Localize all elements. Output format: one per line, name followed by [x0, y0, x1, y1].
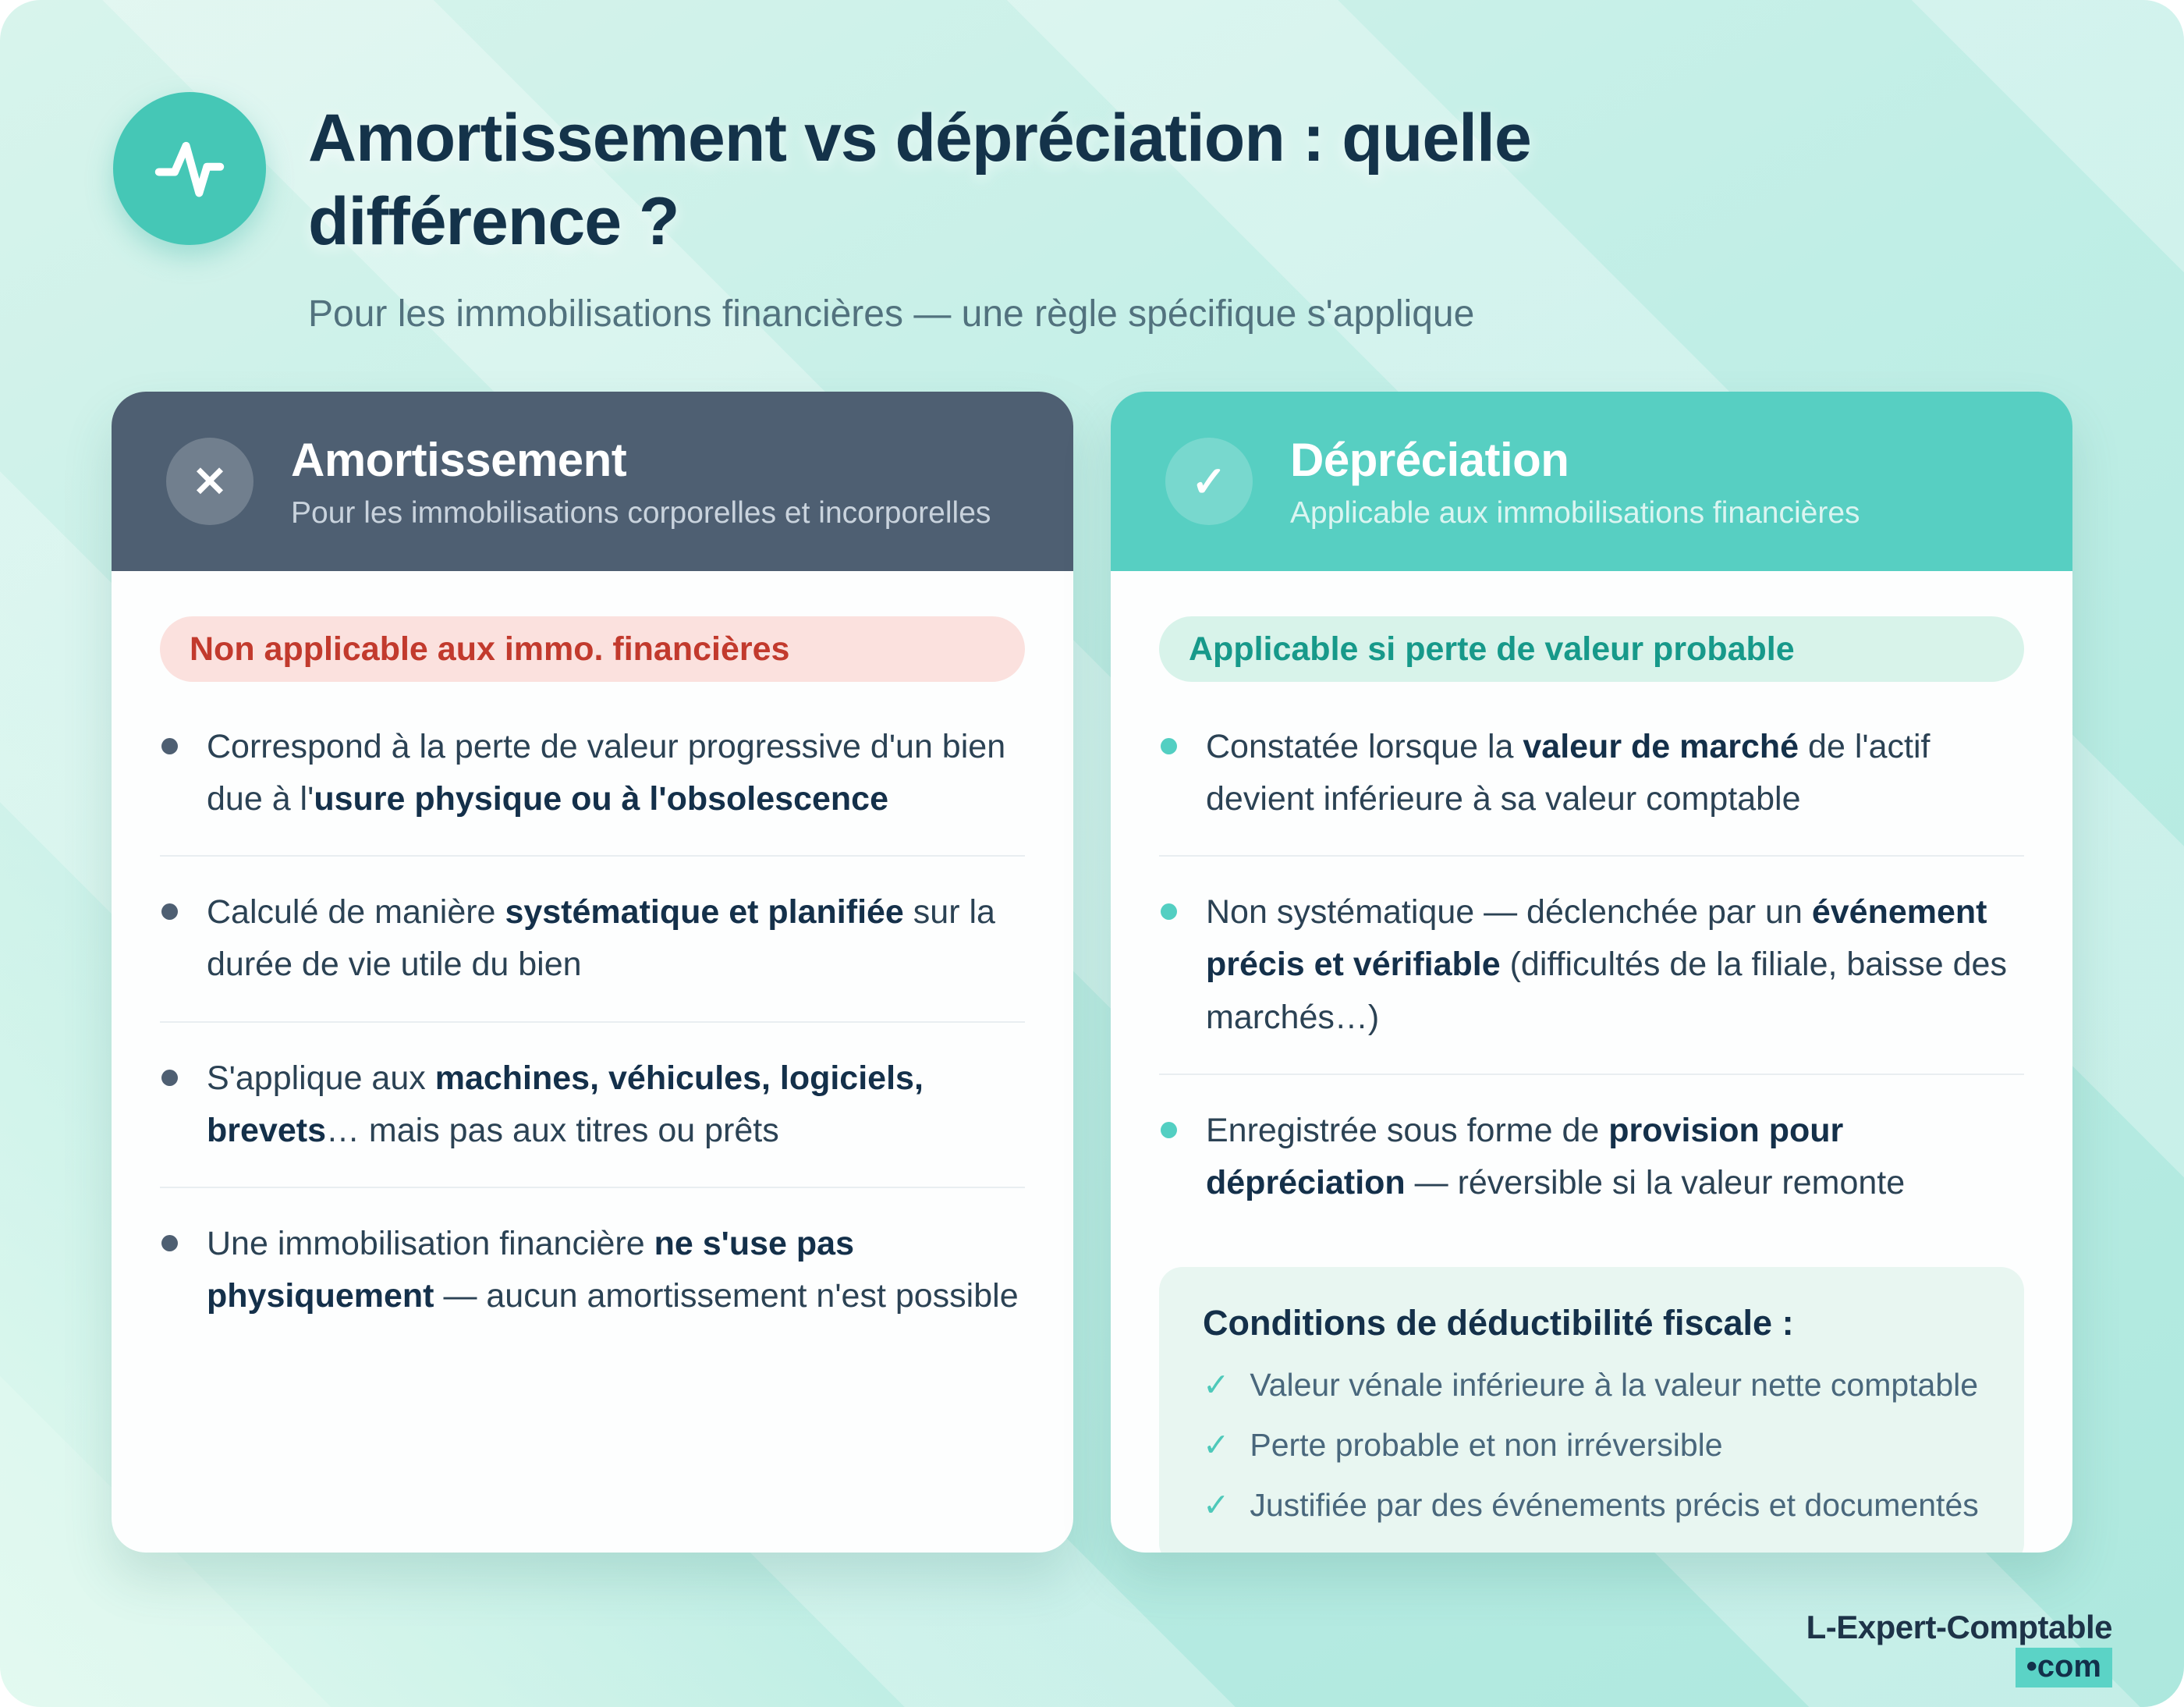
list-item: Correspond à la perte de valeur progressive d'un bien due à l'usure physique ou à l'obsolescence — [160, 716, 1025, 855]
card-title: Amortissement — [291, 433, 627, 486]
condition-text: Valeur vénale inférieure à la valeur nette comptable — [1250, 1366, 1979, 1403]
condition-item — [1203, 1484, 1980, 1527]
depreciation-card-body — [1111, 571, 2072, 1553]
amortissement-header-text — [291, 433, 991, 531]
conditions-title: Conditions de déductibilité fiscale : — [1203, 1302, 1794, 1343]
conditions-box — [1159, 1267, 2024, 1553]
status-badge: Applicable si perte de valeur probable — [1159, 616, 2024, 682]
card-title: Dépréciation — [1290, 433, 1569, 486]
page-title: Amortissement vs dépréciation : quelle différence ? — [308, 101, 1531, 259]
condition-text: Perte probable et non irréversible — [1250, 1427, 1723, 1464]
page-subtitle: Pour les immobilisations financières — une règle spécifique s'applique — [308, 293, 1475, 335]
title-block — [308, 92, 1704, 335]
card-subtitle: Pour les immobilisations corporelles et incorporelles — [291, 495, 991, 530]
brand-logo-domain: •com — [1806, 1648, 2112, 1687]
status-badge: Non applicable aux immo. financières — [160, 616, 1025, 682]
brand-logo — [1806, 1609, 2112, 1687]
condition-item — [1203, 1364, 1980, 1407]
list-item: Enregistrée sous forme de provision pour dépréciation — réversible si la valeur remonte — [1159, 1074, 2024, 1239]
check-icon: ✓ — [1203, 1366, 1230, 1403]
list-item: Une immobilisation financière ne s'use pas physiquement — aucun amortissement n'est possible — [160, 1187, 1025, 1352]
bullet-list — [160, 716, 1025, 1352]
activity-pulse-icon — [113, 92, 266, 245]
x-icon: ✕ — [166, 438, 254, 525]
condition-item — [1203, 1424, 1980, 1467]
depreciation-card — [1111, 392, 2072, 1553]
card-subtitle: Applicable aux immobilisations financières — [1290, 495, 1860, 530]
comparison-cards — [0, 392, 2184, 1553]
bullet-list — [1159, 716, 2024, 1239]
brand-logo-name: L-Expert-Comptable — [1806, 1609, 2112, 1645]
header-section — [0, 0, 2184, 335]
list-item: S'applique aux machines, véhicules, logiciels, brevets… mais pas aux titres ou prêts — [160, 1021, 1025, 1187]
list-item: Constatée lorsque la valeur de marché de l'actif devient inférieure à sa valeur comptable — [1159, 716, 2024, 855]
check-icon: ✓ — [1203, 1427, 1230, 1464]
check-icon: ✓ — [1165, 438, 1253, 525]
list-item: Non systématique — déclenchée par un événement précis et vérifiable (difficultés de la filiale, baisse des marchés…) — [1159, 855, 2024, 1073]
check-icon: ✓ — [1203, 1487, 1230, 1524]
list-item: Calculé de manière systématique et planifiée sur la durée de vie utile du bien — [160, 855, 1025, 1020]
depreciation-card-header — [1111, 392, 2072, 571]
amortissement-card-body — [112, 571, 1073, 1553]
amortissement-card — [112, 392, 1073, 1553]
depreciation-header-text — [1290, 433, 1860, 531]
amortissement-card-header — [112, 392, 1073, 571]
condition-text: Justifiée par des événements précis et documentés — [1250, 1487, 1979, 1524]
